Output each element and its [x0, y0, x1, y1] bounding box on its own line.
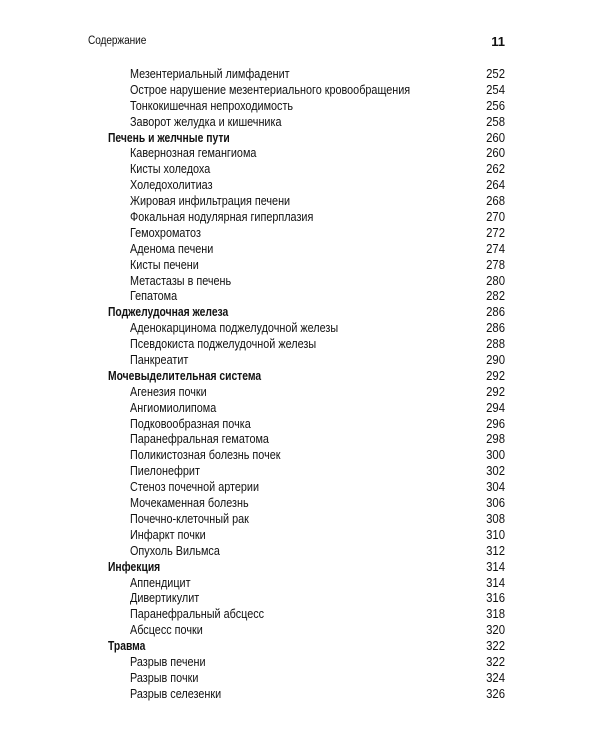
- toc-entry-label: Разрыв печени: [130, 654, 206, 669]
- toc-entry-label: Кисты печени: [130, 257, 199, 272]
- toc-page-number: 322: [486, 639, 505, 654]
- toc-section-heading: [108, 131, 505, 147]
- toc-entry: [108, 544, 505, 560]
- toc-page-number: 292: [486, 384, 505, 399]
- toc-page-number: 288: [486, 337, 505, 352]
- toc-entry-label: Подковообразная почка: [130, 416, 251, 431]
- toc-section-label: Печень и желчные пути: [108, 130, 230, 145]
- toc-page-number: 316: [486, 591, 505, 606]
- toc-entry: [108, 528, 505, 544]
- toc-entry-label: Метастазы в печень: [130, 273, 232, 288]
- toc-page-number: 322: [486, 654, 505, 669]
- toc-entry: [108, 512, 505, 528]
- toc-entry-label: Панкреатит: [130, 353, 189, 368]
- toc-entry-label: Паранефральная гематома: [130, 432, 269, 447]
- toc-entry-label: Мезентериальный лимфаденит: [130, 67, 290, 81]
- toc-entry: [108, 258, 505, 274]
- toc-page-number: 278: [486, 257, 505, 272]
- toc-entry: [108, 687, 505, 703]
- toc-entry: [108, 162, 505, 178]
- toc-page-number: 252: [486, 67, 505, 81]
- toc-entry-label: Заворот желудка и кишечника: [130, 114, 282, 129]
- toc-entry-label: Мочекаменная болезнь: [130, 496, 249, 511]
- toc-entry: [108, 83, 505, 99]
- toc-entry: [108, 146, 505, 162]
- toc-entry-label: Дивертикулит: [130, 591, 200, 606]
- toc-page-number: 324: [486, 670, 505, 685]
- toc-page-number: 272: [486, 225, 505, 240]
- toc-entry-label: Холедохолитиаз: [130, 178, 213, 193]
- toc-entry-label: Поликистозная болезнь почек: [130, 448, 281, 463]
- toc-page-number: 292: [486, 368, 505, 383]
- toc-page-number: 306: [486, 496, 505, 511]
- toc-page-number: 286: [486, 305, 505, 320]
- toc-entry: [108, 480, 505, 496]
- toc-entry: [108, 289, 505, 305]
- toc-page-number: 258: [486, 114, 505, 129]
- toc-entry-label: Разрыв селезенки: [130, 686, 222, 701]
- toc-section-heading: [108, 369, 505, 385]
- toc-page-number: 320: [486, 623, 505, 638]
- toc-entry-label: Почечно-клеточный рак: [130, 511, 249, 526]
- toc-page-number: 290: [486, 353, 505, 368]
- toc-entry-label: Опухоль Вильмса: [130, 543, 220, 558]
- toc-page-number: 312: [486, 543, 505, 558]
- toc-entry-label: Фокальная нодулярная гиперплазия: [130, 210, 314, 225]
- toc-page-number: 264: [486, 178, 505, 193]
- toc-page-number: 274: [486, 241, 505, 256]
- toc-entry: [108, 194, 505, 210]
- toc-page-number: 280: [486, 273, 505, 288]
- page-header: [88, 35, 505, 51]
- toc-entry-label: Острое нарушение мезентериального кровообращения: [130, 82, 411, 97]
- toc-entry-label: Абсцесс почки: [130, 623, 203, 638]
- toc-page-number: 260: [486, 146, 505, 161]
- toc-entry: [108, 67, 505, 83]
- toc-page-number: 286: [486, 321, 505, 336]
- toc-page-number: 314: [486, 559, 505, 574]
- toc-page-number: 310: [486, 527, 505, 542]
- toc-entry-label: Аденома печени: [130, 241, 214, 256]
- toc-section-label: Мочевыделительная система: [108, 368, 262, 383]
- toc-page-number: 318: [486, 607, 505, 622]
- toc-page-number: 304: [486, 480, 505, 495]
- toc-page-number: 282: [486, 289, 505, 304]
- toc-entry-label: Тонкокишечная непроходимость: [130, 98, 294, 113]
- toc-page-number: 326: [486, 686, 505, 701]
- toc-section-heading: [108, 305, 505, 321]
- toc-entry: [108, 464, 505, 480]
- toc-page-number: 268: [486, 194, 505, 209]
- toc-entry: [108, 591, 505, 607]
- toc-entry: [108, 576, 505, 592]
- toc-entry: [108, 353, 505, 369]
- toc-entry-label: Разрыв почки: [130, 670, 199, 685]
- toc-entry: [108, 115, 505, 131]
- toc-entry-label: Аппендицит: [130, 575, 191, 590]
- toc-entry-label: Агенезия почки: [130, 384, 207, 399]
- toc-page-number: 300: [486, 448, 505, 463]
- toc-entry: [108, 385, 505, 401]
- toc-entry: [108, 448, 505, 464]
- toc-entry-label: Гепатома: [130, 289, 178, 304]
- toc-entry: [108, 623, 505, 639]
- toc-page-number: 294: [486, 400, 505, 415]
- toc-entry-label: Жировая инфильтрация печени: [130, 194, 291, 209]
- toc-entry-label: Гемохроматоз: [130, 225, 201, 240]
- toc-page-number: 262: [486, 162, 505, 177]
- toc-section-heading: [108, 560, 505, 576]
- toc-entry: [108, 337, 505, 353]
- toc-section-label: Поджелудочная железа: [108, 305, 229, 320]
- toc-page-number: 298: [486, 432, 505, 447]
- toc-entry: [108, 242, 505, 258]
- toc-page-number: 260: [486, 130, 505, 145]
- toc-entry-label: Кисты холедоха: [130, 162, 211, 177]
- toc-page-number: 302: [486, 464, 505, 479]
- toc-entry-label: Инфаркт почки: [130, 527, 206, 542]
- toc-entry-label: Псевдокиста поджелудочной железы: [130, 337, 317, 352]
- toc-entry: [108, 671, 505, 687]
- toc-entry: [108, 655, 505, 671]
- toc-entry-label: Паранефральный абсцесс: [130, 607, 265, 622]
- toc-entry: [108, 99, 505, 115]
- toc-entry: [108, 417, 505, 433]
- toc-section-label: Травма: [108, 639, 146, 654]
- toc-page-number: 254: [486, 82, 505, 97]
- toc-page-number: 314: [486, 575, 505, 590]
- toc-page-number: 270: [486, 210, 505, 225]
- toc-page-number: 256: [486, 98, 505, 113]
- toc-section-label: Инфекция: [108, 559, 161, 574]
- toc-entry-label: Стеноз почечной артерии: [130, 480, 259, 495]
- toc-entry-label: Ангиомиолипома: [130, 400, 217, 415]
- toc-entry-label: Аденокарцинома поджелудочной железы: [130, 321, 339, 336]
- toc-entry: [108, 274, 505, 290]
- toc-entry: [108, 401, 505, 417]
- toc-entry: [108, 210, 505, 226]
- toc-entry: [108, 226, 505, 242]
- toc-entry-label: Пиелонефрит: [130, 464, 200, 479]
- toc-entry: [108, 432, 505, 448]
- running-head-title: Содержание: [88, 35, 147, 47]
- toc-entry: [108, 321, 505, 337]
- table-of-contents: [108, 67, 505, 703]
- toc-section-heading: [108, 639, 505, 655]
- toc-page-number: 296: [486, 416, 505, 431]
- toc-entry: [108, 607, 505, 623]
- toc-entry: [108, 178, 505, 194]
- page-number: 11: [491, 34, 505, 49]
- toc-entry: [108, 496, 505, 512]
- toc-entry-label: Кавернозная гемангиома: [130, 146, 257, 161]
- toc-page-number: 308: [486, 511, 505, 526]
